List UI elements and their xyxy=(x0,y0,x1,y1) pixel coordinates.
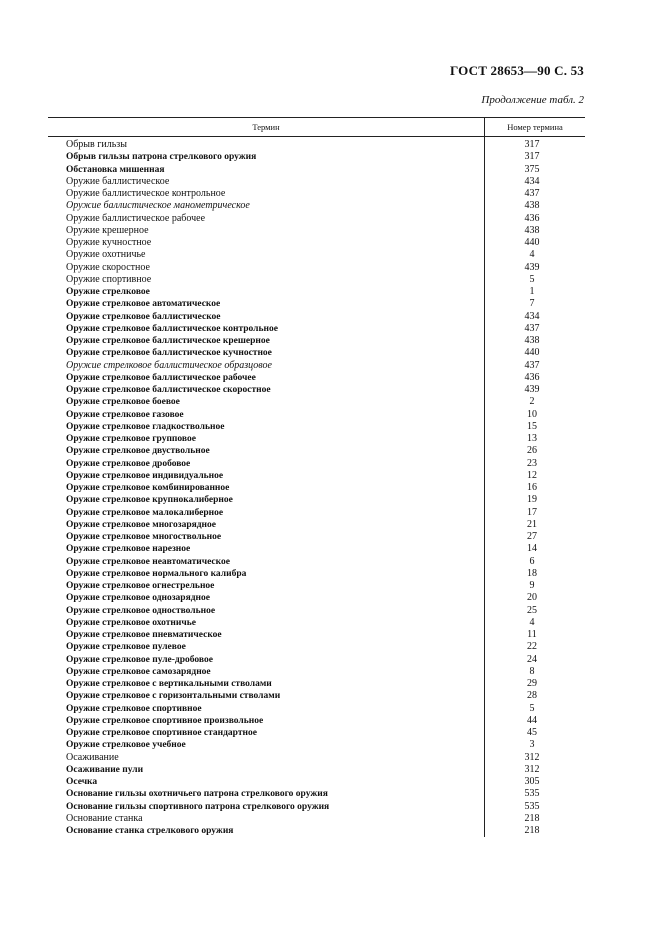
term-number-cell: 439 xyxy=(484,384,585,396)
table-row xyxy=(48,605,585,617)
term-cell: Оружие стрелковое автоматическое xyxy=(66,299,221,310)
term-cell: Основание станка стрелкового оружия xyxy=(66,826,234,836)
term-cell: Оружие стрелковое баллистическое xyxy=(66,311,221,322)
term-cell: Основание станка xyxy=(66,812,143,824)
term-cell: Обрыв гильзы патрона стрелкового оружия xyxy=(66,152,257,163)
term-number-cell: 45 xyxy=(484,727,585,739)
term-number-cell: 20 xyxy=(484,592,585,604)
table-row xyxy=(48,274,585,286)
term-number-cell: 439 xyxy=(484,262,585,274)
table-row xyxy=(48,139,585,151)
table-row xyxy=(48,739,585,751)
term-cell: Оружие спортивное xyxy=(66,273,152,285)
term-cell: Оружие баллистическое манометрическое xyxy=(66,200,250,212)
term-cell: Осечка xyxy=(66,777,98,787)
table-row xyxy=(48,703,585,715)
term-cell: Оружие стрелковое однозарядное xyxy=(66,593,210,604)
term-number-cell: 218 xyxy=(484,825,585,837)
table-row xyxy=(48,262,585,274)
table-row xyxy=(48,237,585,249)
table-row xyxy=(48,776,585,788)
term-cell: Оружие стрелковое гладкоствольное xyxy=(66,421,225,432)
term-cell: Оружие стрелковое индивидуальное xyxy=(66,470,224,481)
term-cell: Оружие стрелковое огнестрельное xyxy=(66,581,215,591)
table-row xyxy=(48,556,585,568)
term-cell: Основание гильзы спортивного патрона стрелкового оружия xyxy=(66,801,330,812)
table-row xyxy=(48,286,585,298)
table-row xyxy=(48,507,585,519)
term-number-cell: 3 xyxy=(484,739,585,751)
table-row xyxy=(48,690,585,702)
term-cell: Оружие стрелковое многозарядное xyxy=(66,519,216,530)
table-row xyxy=(48,347,585,359)
term-number-cell: 22 xyxy=(484,641,585,653)
table-row xyxy=(48,445,585,457)
term-cell: Оружие стрелковое xyxy=(66,287,150,297)
table-row xyxy=(48,470,585,482)
table-row xyxy=(48,360,585,372)
table-row xyxy=(48,433,585,445)
table-row xyxy=(48,494,585,506)
column-header-number: Номер термина xyxy=(507,122,563,132)
term-cell: Оружие стрелковое малокалиберное xyxy=(66,507,224,518)
term-cell: Оружие стрелковое пневматическое xyxy=(66,630,222,640)
term-cell: Оружие баллистическое xyxy=(66,175,170,187)
table-row xyxy=(48,225,585,237)
table-row xyxy=(48,543,585,555)
term-cell: Оружие стрелковое охотничье xyxy=(66,617,196,628)
table-row xyxy=(48,752,585,764)
term-cell: Оружие стрелковое пуле-дробовое xyxy=(66,654,213,665)
term-number-cell: 312 xyxy=(484,752,585,764)
term-cell: Оружие охотничье xyxy=(66,249,146,261)
column-header-term: Термин xyxy=(48,118,485,136)
term-cell: Оружие стрелковое нормального калибра xyxy=(66,568,247,579)
term-cell: Оружие стрелковое учебное xyxy=(66,740,186,751)
table-row xyxy=(48,813,585,825)
table-body xyxy=(48,139,585,837)
term-cell: Оружие стрелковое самозарядное xyxy=(66,666,211,677)
term-cell: Оружие стрелковое баллистическое рабочее xyxy=(66,372,256,383)
term-number-cell: 2 xyxy=(484,396,585,408)
page-header: ГОСТ 28653—90 С. 53 xyxy=(450,63,584,78)
term-number-cell: 438 xyxy=(484,225,585,237)
term-number-cell: 23 xyxy=(484,458,585,470)
table-row xyxy=(48,458,585,470)
term-cell: Оружие стрелковое с горизонтальными стволами xyxy=(66,691,281,702)
terms-table xyxy=(48,117,585,837)
term-cell: Оружие стрелковое с вертикальными стволами xyxy=(66,679,272,689)
term-cell: Оружие стрелковое пулевое xyxy=(66,642,186,653)
term-number-cell: 5 xyxy=(484,274,585,286)
term-number-cell: 434 xyxy=(484,311,585,323)
table-row xyxy=(48,580,585,592)
table-row xyxy=(48,764,585,776)
term-cell: Оружие стрелковое баллистическое образцовое xyxy=(66,359,272,371)
term-cell: Оружие кучностное xyxy=(66,237,152,248)
term-number-cell: 10 xyxy=(484,409,585,421)
table-row xyxy=(48,666,585,678)
table-row xyxy=(48,678,585,690)
table-continuation-note: Продолжение табл. 2 xyxy=(481,94,584,106)
term-number-cell: 437 xyxy=(484,323,585,335)
term-cell: Оружие стрелковое спортивное xyxy=(66,703,202,714)
table-row xyxy=(48,188,585,200)
term-number-cell: 317 xyxy=(484,151,585,163)
term-cell: Оружие стрелковое дробовое xyxy=(66,458,191,469)
table-row xyxy=(48,421,585,433)
table-row xyxy=(48,568,585,580)
term-cell: Оружие стрелковое комбинированное xyxy=(66,483,230,493)
term-number-cell: 28 xyxy=(484,690,585,702)
term-cell: Оружие стрелковое нарезное xyxy=(66,544,191,555)
table-row xyxy=(48,200,585,212)
term-cell: Оружие баллистическое контрольное xyxy=(66,188,226,199)
term-cell: Осаживание xyxy=(66,751,119,763)
table-row xyxy=(48,151,585,163)
term-number-cell: 440 xyxy=(484,347,585,359)
term-number-cell: 436 xyxy=(484,213,585,225)
term-number-cell: 438 xyxy=(484,335,585,347)
term-number-cell: 13 xyxy=(484,433,585,445)
term-number-cell: 218 xyxy=(484,813,585,825)
table-row xyxy=(48,788,585,800)
term-number-cell: 7 xyxy=(484,298,585,310)
table-row xyxy=(48,213,585,225)
term-number-cell: 15 xyxy=(484,421,585,433)
term-cell: Оружие стрелковое газовое xyxy=(66,409,184,420)
term-number-cell: 434 xyxy=(484,176,585,188)
term-cell: Обстановка мишенная xyxy=(66,164,165,175)
term-number-cell: 27 xyxy=(484,531,585,543)
table-row xyxy=(48,641,585,653)
table-row xyxy=(48,323,585,335)
term-number-cell: 21 xyxy=(484,519,585,531)
term-cell: Осаживание пули xyxy=(66,764,144,775)
table-row xyxy=(48,629,585,641)
term-number-cell: 437 xyxy=(484,188,585,200)
table-row xyxy=(48,176,585,188)
table-row xyxy=(48,654,585,666)
term-number-cell: 19 xyxy=(484,494,585,506)
term-number-cell: 438 xyxy=(484,200,585,212)
term-cell: Обрыв гильзы xyxy=(66,139,127,150)
term-cell: Оружие стрелковое боевое xyxy=(66,397,180,408)
term-cell: Оружие стрелковое спортивное произвольное xyxy=(66,715,264,726)
term-number-cell: 26 xyxy=(484,445,585,457)
term-cell: Оружие стрелковое групповое xyxy=(66,434,196,444)
table-row xyxy=(48,372,585,384)
term-number-cell: 25 xyxy=(484,605,585,617)
table-row xyxy=(48,164,585,176)
table-row xyxy=(48,396,585,408)
term-cell: Оружие крешерное xyxy=(66,224,149,236)
term-number-cell: 14 xyxy=(484,543,585,555)
table-row xyxy=(48,249,585,261)
term-cell: Оружие стрелковое баллистическое крешерное xyxy=(66,336,270,346)
term-number-cell: 312 xyxy=(484,764,585,776)
term-cell: Оружие стрелковое баллистическое кучностное xyxy=(66,348,272,359)
term-number-cell: 535 xyxy=(484,788,585,800)
term-number-cell: 305 xyxy=(484,776,585,788)
term-number-cell: 535 xyxy=(484,801,585,813)
term-number-cell: 440 xyxy=(484,237,585,249)
term-cell: Оружие стрелковое многоствольное xyxy=(66,532,222,542)
table-row xyxy=(48,715,585,727)
table-row xyxy=(48,592,585,604)
term-number-cell: 5 xyxy=(484,703,585,715)
term-number-cell: 8 xyxy=(484,666,585,678)
term-number-cell: 4 xyxy=(484,249,585,261)
table-row xyxy=(48,531,585,543)
table-header xyxy=(48,117,585,137)
term-number-cell: 44 xyxy=(484,715,585,727)
term-cell: Оружие стрелковое одноствольное xyxy=(66,605,216,616)
table-row xyxy=(48,298,585,310)
table-row xyxy=(48,311,585,323)
term-number-cell: 17 xyxy=(484,507,585,519)
term-number-cell: 12 xyxy=(484,470,585,482)
term-number-cell: 11 xyxy=(484,629,585,641)
term-number-cell: 1 xyxy=(484,286,585,298)
table-row xyxy=(48,482,585,494)
term-cell: Оружие стрелковое неавтоматическое xyxy=(66,556,230,567)
term-cell: Оружие стрелковое баллистическое контрольное xyxy=(66,323,278,334)
table-row xyxy=(48,519,585,531)
term-number-cell: 29 xyxy=(484,678,585,690)
term-cell: Оружие стрелковое спортивное стандартное xyxy=(66,728,257,738)
term-number-cell: 375 xyxy=(484,164,585,176)
table-row xyxy=(48,335,585,347)
term-cell: Оружие стрелковое крупнокалиберное xyxy=(66,495,233,506)
term-number-cell: 317 xyxy=(484,139,585,151)
table-row xyxy=(48,727,585,739)
term-number-cell: 18 xyxy=(484,568,585,580)
table-row xyxy=(48,384,585,396)
term-cell: Оружие баллистическое рабочее xyxy=(66,212,206,224)
term-number-cell: 24 xyxy=(484,654,585,666)
table-row xyxy=(48,409,585,421)
table-row xyxy=(48,617,585,629)
term-cell: Основание гильзы охотничьего патрона стрелкового оружия xyxy=(66,789,328,800)
term-number-cell: 4 xyxy=(484,617,585,629)
term-number-cell: 9 xyxy=(484,580,585,592)
term-number-cell: 437 xyxy=(484,360,585,372)
table-row xyxy=(48,801,585,813)
term-number-cell: 16 xyxy=(484,482,585,494)
term-cell: Оружие стрелковое баллистическое скоростное xyxy=(66,385,271,395)
term-cell: Оружие стрелковое двуствольное xyxy=(66,446,210,457)
term-cell: Оружие скоростное xyxy=(66,261,150,273)
term-number-cell: 6 xyxy=(484,556,585,568)
term-number-cell: 436 xyxy=(484,372,585,384)
table-row xyxy=(48,825,585,837)
